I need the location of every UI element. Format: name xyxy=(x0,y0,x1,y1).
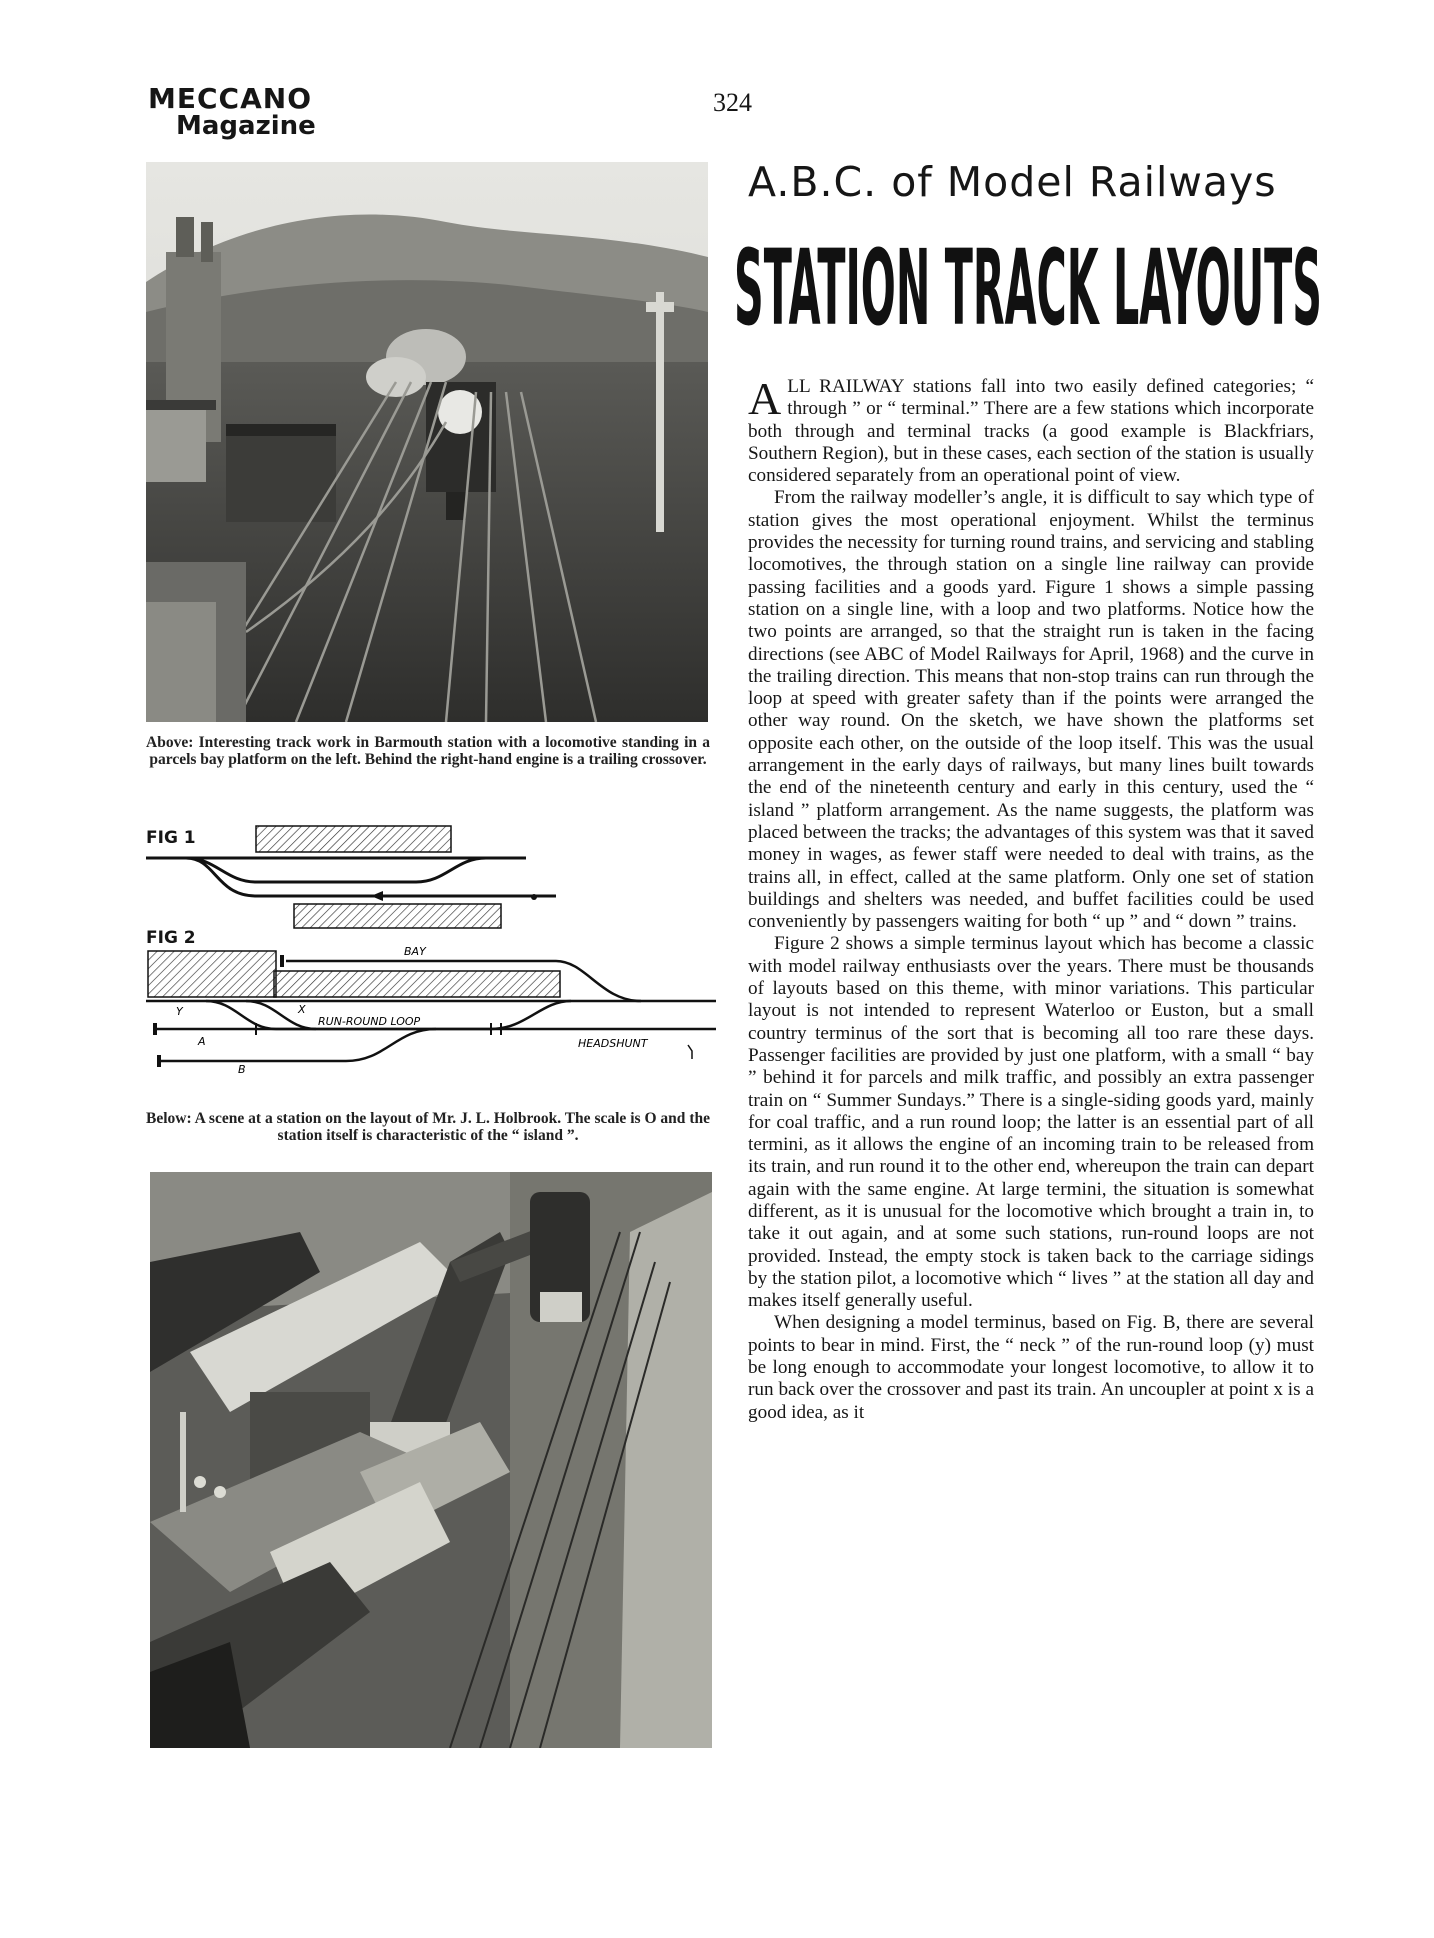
article-paragraph-2: From the railway modeller’s angle, it is difficult to say which type of station gives the most operational enjoyment. Whilst the terminus provides the necessity for turning round trains, and servicing and stabling locomotives, the through station on a single line railway can provide passing facilities and a goods yard. Figure 1 shows a simple passing station on a single line, with a loop and two platforms. Notice how the two points are arranged, so that the straight run is taken in the facing directions (see ABC of Model Railways for April, 1968) and the curve in the trailing direction. This means that non-stop trains can run through the loop at speed with greater safety than if the points were arranged the other way round. On the sketch, we have shown the platforms set opposite each other, on the outside of the loop itself. This was the usual arrangement in the early days of railways, but many lines built towards the end of the nineteenth century and early in this century, used the “ island ” platform arrangement. As the name suggests, the platform was placed between the tracks; the advantages of this system was that it saved money in wages, as fewer staff were needed to deal with trains, as the trains all, in effect, called at the same platform. Only one set of station buildings and shelters was needed, and buffet facilities could be used conveniently by passengers waiting for both “ up ” and “ down ” trains. xyxy=(748,487,1314,933)
headline-text: STATION TRACK LAYOUTS xyxy=(734,227,1322,336)
fig2-headshunt-label: HEADSHUNT xyxy=(578,1037,648,1050)
fig2-bay-label: BAY xyxy=(404,945,426,958)
fig2-a-label: A xyxy=(198,1035,206,1048)
fig1-diagram xyxy=(146,820,716,930)
masthead-subtitle: Magazine xyxy=(176,111,316,142)
fig2-label: FIG 2 xyxy=(146,928,196,948)
article-body xyxy=(748,373,1314,1424)
fig2-b-label: B xyxy=(238,1063,246,1076)
top-photo xyxy=(146,162,708,722)
barmouth-station-image xyxy=(146,162,708,722)
article-paragraph-1 xyxy=(748,373,1314,487)
masthead-title: MECCANO xyxy=(148,82,312,115)
page-number: 324 xyxy=(713,88,752,117)
fig2-bay-platform xyxy=(148,951,276,997)
fig2-diagram xyxy=(146,945,716,1085)
fig2-y-label: Y xyxy=(176,1005,183,1018)
bottom-photo-caption: Below: A scene at a station on the layout of Mr. J. L. Holbrook. The scale is O and the station itself is characteristic of the “ island ”. xyxy=(146,1110,710,1145)
bottom-photo xyxy=(150,1172,712,1748)
fig1-label: FIG 1 xyxy=(146,828,196,848)
headline xyxy=(734,226,1324,336)
fig2-loop-label: RUN-ROUND LOOP xyxy=(318,1015,421,1028)
masthead xyxy=(148,84,316,141)
model-station-image xyxy=(150,1172,712,1748)
top-photo-caption: Above: Interesting track work in Barmouth station with a locomotive standing in a parcels bay platform on the left. Behind the right-hand engine is a trailing crossover. xyxy=(146,734,710,769)
article-paragraph-3: Figure 2 shows a simple terminus layout which has become a classic with model railway enthusiasts over the years. There must be thousands of layouts based on this theme, with minor variations. This particular layout is not intended to represent Waterloo or Euston, but a small country terminus of the sort that is becoming all too rare these days. Passenger facilities are provided by just one platform, with a small “ bay ” behind it for parcels and milk traffic, and possibly an extra passenger train on “ Summer Sundays.” There is a single-siding goods yard, mainly for coal traffic, and a run round loop; the latter is an essential part of all termini, as it allows the engine of an incoming train to be released from its train, and run round it to the other end, whereupon the train can depart again with the same engine. At large termini, the situation is somewhat different, as it is unusual for the locomotive which brought a train in, to take it out again, and at some such stations, run-round loops are not provided. Instead, the empty stock is taken back to the carriage sidings by the station pilot, a locomotive which “ lives ” at the station all day and makes itself generally useful. xyxy=(748,933,1314,1312)
fig1-platform-upper xyxy=(256,826,451,852)
fig1-platform-lower xyxy=(294,904,501,928)
drop-cap: A xyxy=(748,373,782,424)
article-paragraph-4: When designing a model terminus, based on Fig. B, there are several points to bear in mind. First, the “ neck ” of the run-round loop (y) must be long enough to accommodate your longest locomotive, to allow it to run back over the crossover and past its train. An uncoupler at point x is a good idea, as it xyxy=(748,1312,1314,1423)
article-paragraph-1-text: LL RAILWAY stations fall into two easily defined categories; “ through ” or “ terminal.” There are a few stations which incorporate both through and terminal tracks (a good example is Blackfriars, Southern Region), but in these cases, each section of the station is usually considered separately from an operational point of view. xyxy=(748,376,1314,487)
fig2-x-label: X xyxy=(298,1003,306,1016)
fig2-main-platform xyxy=(274,971,560,997)
series-title: A.B.C. of Model Railways xyxy=(748,158,1277,206)
